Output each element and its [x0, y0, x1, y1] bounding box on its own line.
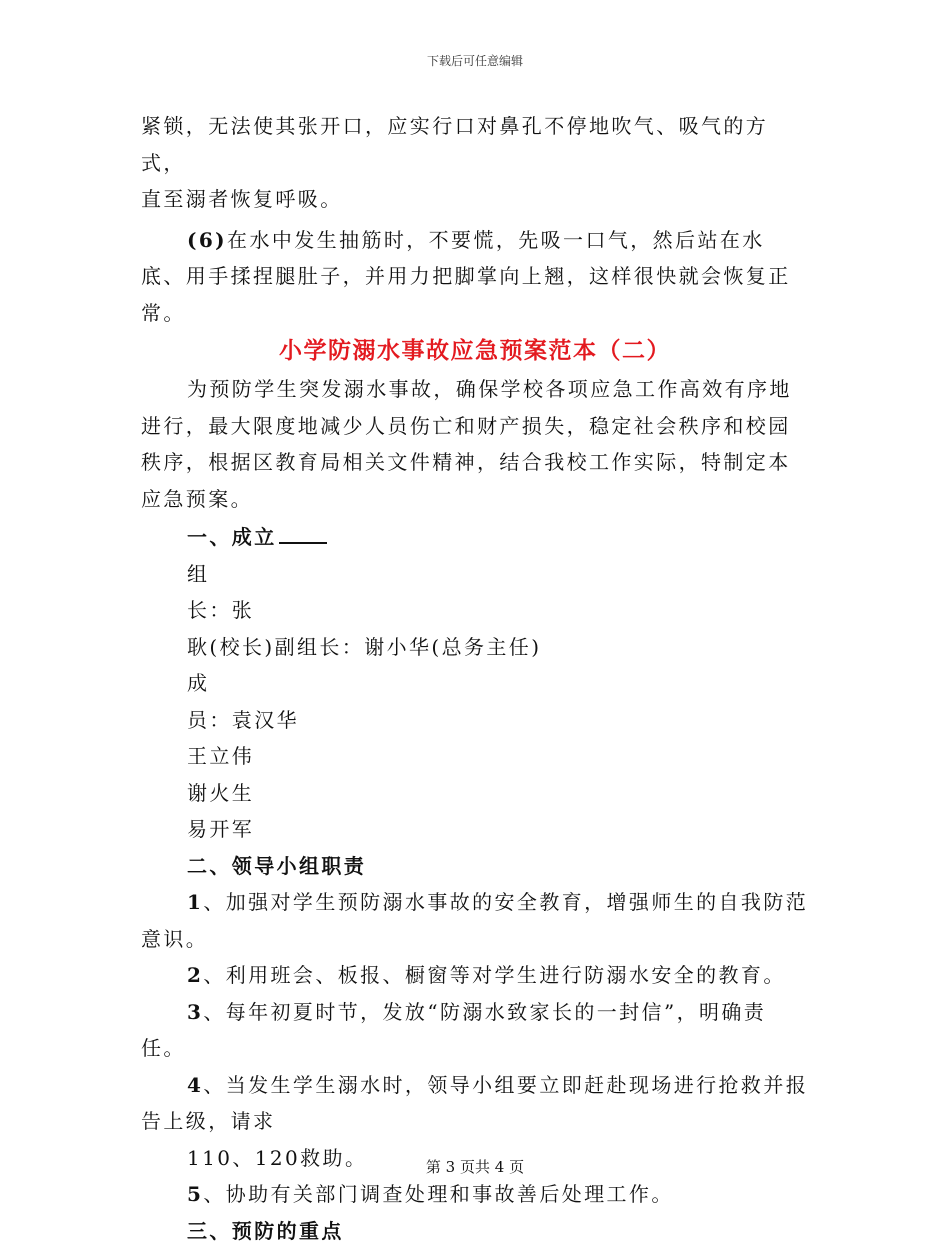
- list-item: [141, 994, 809, 1067]
- item-number: 3: [187, 1000, 203, 1024]
- intro-paragraph: 为预防学生突发溺水事故，确保学校各项应急工作高效有序地进行，最大限度地减少人员伤亡和财产损失，稳定社会秩序和校园秩序，根据区教育局相关文件精神，结合我校工作实际，特制定本应急预案。: [141, 371, 809, 517]
- member-line: 王立伟: [141, 738, 809, 775]
- item-number: (6): [187, 228, 227, 252]
- item-text: 、利用班会、板报、橱窗等对学生进行防溺水安全的教育。: [203, 963, 785, 987]
- member-line: 成: [141, 665, 809, 702]
- section-heading: [141, 519, 809, 556]
- item-number: 1: [187, 890, 203, 914]
- item-number: 2: [187, 963, 203, 987]
- item-number: 5: [187, 1182, 203, 1206]
- blank-underline: [279, 524, 327, 544]
- item-text: 、每年初夏时节，发放“防溺水致家长的一封信”，明确责任。: [141, 1000, 766, 1061]
- member-line: 员：袁汉华: [141, 702, 809, 739]
- list-item: [141, 957, 809, 994]
- paragraph-text: 在水中发生抽筋时，不要慌，先吸一口气，然后站在水底、用手揉捏腿肚子，并用力把脚掌向上翘，这样很快就会恢复正常。: [141, 228, 791, 325]
- item-text: 110、120救助。: [187, 1146, 367, 1170]
- paragraph-cramp: [141, 222, 809, 332]
- document-title: 小学防溺水事故应急预案范本（二）: [141, 331, 809, 371]
- item-text: 、协助有关部门调查处理和事故善后处理工作。: [203, 1182, 673, 1206]
- member-line: 耿(校长)副组长：谢小华(总务主任): [141, 629, 809, 666]
- list-item: [141, 884, 809, 957]
- paragraph-line: 直至溺者恢复呼吸。: [141, 181, 809, 218]
- item-text: 、加强对学生预防溺水事故的安全教育，增强师生的自我防范意识。: [141, 890, 808, 951]
- list-item: [141, 1176, 809, 1213]
- member-line: 谢火生: [141, 775, 809, 812]
- paragraph-line: 紧锁，无法使其张开口，应实行口对鼻孔不停地吹气、吸气的方式，: [141, 108, 809, 181]
- list-item: [141, 1067, 809, 1140]
- section-heading: 三、预防的重点: [141, 1213, 809, 1249]
- member-line: 易开军: [141, 811, 809, 848]
- item-number: 4: [187, 1073, 203, 1097]
- section-heading-text: 一、成立: [187, 525, 277, 549]
- page-footer: 第 3 页共 4 页: [0, 1156, 950, 1177]
- member-line: 组: [141, 556, 809, 593]
- document-body: [141, 108, 809, 1249]
- member-line: 长：张: [141, 592, 809, 629]
- section-heading: 二、领导小组职责: [141, 848, 809, 885]
- page-header: 下载后可任意编辑: [0, 52, 950, 69]
- member-list: [141, 556, 809, 848]
- item-text: 、当发生学生溺水时，领导小组要立即赶赴现场进行抢救并报告上级，请求: [141, 1073, 808, 1134]
